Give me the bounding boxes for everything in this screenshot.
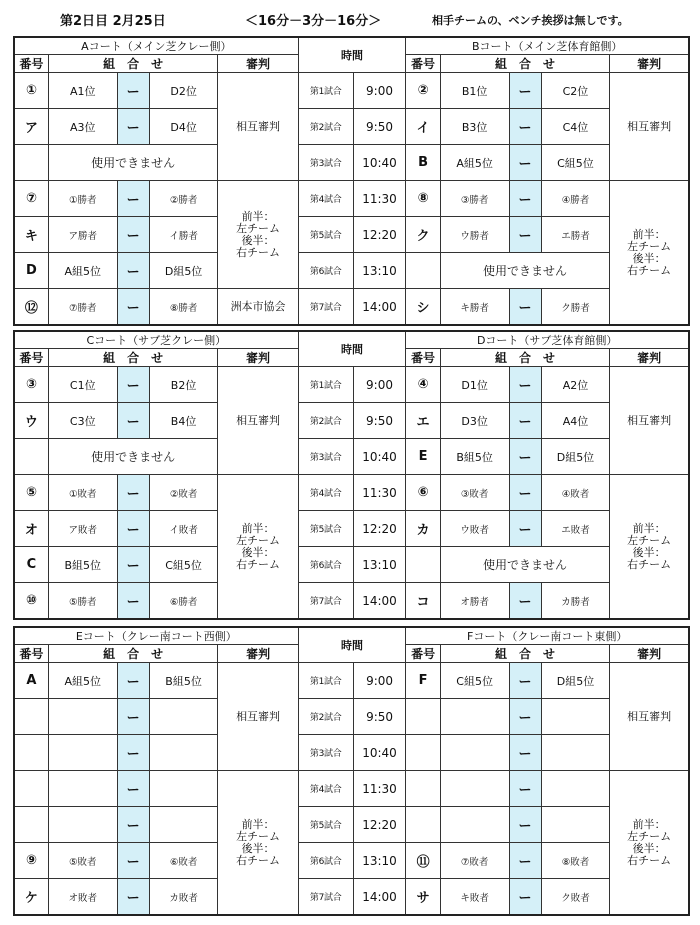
game-label: 第6試合 <box>298 253 353 289</box>
team-right: ク敗者 <box>541 879 610 916</box>
referee-header: 審判 <box>218 349 298 367</box>
vs-dash: ー <box>117 289 149 326</box>
match-number: ウ <box>14 403 48 439</box>
game-label: 第4試合 <box>298 475 353 511</box>
page-header <box>0 0 700 36</box>
vs-dash: ー <box>117 511 149 547</box>
team-right: A2位 <box>541 367 610 403</box>
match-number: ④ <box>406 367 440 403</box>
start-time: 9:00 <box>353 663 406 699</box>
team-right: C2位 <box>541 73 610 109</box>
match-row <box>14 439 689 475</box>
match-number: D <box>14 253 48 289</box>
match-row <box>14 583 689 620</box>
match-number: シ <box>406 289 440 326</box>
team-right: イ勝者 <box>149 217 218 253</box>
vs-dash: ー <box>117 699 149 735</box>
vs-dash: ー <box>509 109 541 145</box>
team-left: ア勝者 <box>48 217 117 253</box>
match-row <box>14 735 689 771</box>
right-referee-split <box>610 475 689 620</box>
team-right: カ勝者 <box>541 583 610 620</box>
vs-dash: ー <box>509 475 541 511</box>
right-court-title: Dコート（サブ芝体育館側） <box>406 331 689 349</box>
team-right: B2位 <box>149 367 218 403</box>
referee-line: 後半： <box>632 545 666 559</box>
team-left: ⑦勝者 <box>48 289 117 326</box>
team-left <box>48 735 117 771</box>
match-number: ⑦ <box>14 181 48 217</box>
unavailable-label: 使用できません <box>440 547 610 583</box>
vs-dash: ー <box>509 807 541 843</box>
team-right: ④勝者 <box>541 181 610 217</box>
vs-dash: ー <box>117 475 149 511</box>
team-right: D組5位 <box>149 253 218 289</box>
game-label: 第3試合 <box>298 439 353 475</box>
team-left <box>48 699 117 735</box>
vs-dash: ー <box>117 771 149 807</box>
match-number <box>406 547 440 583</box>
vs-dash: ー <box>509 403 541 439</box>
match-number: ③ <box>14 367 48 403</box>
no-header: 番号 <box>406 349 440 367</box>
start-time: 14:00 <box>353 583 406 620</box>
match-format: ＜16分－3分－16分＞ <box>245 14 382 29</box>
left-referee: 相互審判 <box>218 367 298 475</box>
match-number: B <box>406 145 440 181</box>
referee-line: 前半： <box>632 227 666 241</box>
referee-line: 右チーム <box>236 853 281 867</box>
team-left: ⑦敗者 <box>440 843 509 879</box>
unavailable-label: 使用できません <box>48 439 218 475</box>
match-row <box>14 289 689 326</box>
left-referee-split <box>218 771 298 916</box>
team-right: エ勝者 <box>541 217 610 253</box>
team-left: B組5位 <box>48 547 117 583</box>
referee-line: 前半： <box>241 817 275 831</box>
start-time: 13:10 <box>353 547 406 583</box>
match-row <box>14 511 689 547</box>
vs-dash: ー <box>509 663 541 699</box>
match-header: 組 合 せ <box>440 55 610 73</box>
left-court-title: Cコート（サブ芝クレー側） <box>14 331 298 349</box>
match-number <box>14 699 48 735</box>
team-left <box>440 735 509 771</box>
game-label: 第2試合 <box>298 109 353 145</box>
start-time: 9:50 <box>353 403 406 439</box>
left-referee-split <box>218 181 298 289</box>
left-referee-split <box>218 475 298 620</box>
game-label: 第6試合 <box>298 843 353 879</box>
match-number: サ <box>406 879 440 916</box>
right-referee: 相互審判 <box>610 367 689 475</box>
team-left: C3位 <box>48 403 117 439</box>
match-row <box>14 547 689 583</box>
game-label: 第2試合 <box>298 699 353 735</box>
game-label: 第7試合 <box>298 879 353 916</box>
team-right: ク勝者 <box>541 289 610 326</box>
team-left: C1位 <box>48 367 117 403</box>
vs-dash: ー <box>509 583 541 620</box>
match-header: 組 合 せ <box>440 349 610 367</box>
game-label: 第2試合 <box>298 403 353 439</box>
referee-line: 後半： <box>632 841 666 855</box>
vs-dash: ー <box>117 843 149 879</box>
team-left: オ勝者 <box>440 583 509 620</box>
team-right <box>149 771 218 807</box>
team-right: D4位 <box>149 109 218 145</box>
vs-dash: ー <box>509 699 541 735</box>
vs-dash: ー <box>509 439 541 475</box>
match-number: カ <box>406 511 440 547</box>
vs-dash: ー <box>509 145 541 181</box>
unavailable-label: 使用できません <box>440 253 610 289</box>
match-row <box>14 843 689 879</box>
referee-line: 後半： <box>632 251 666 265</box>
start-time: 9:00 <box>353 73 406 109</box>
time-header: 時間 <box>298 331 406 367</box>
vs-dash: ー <box>117 807 149 843</box>
match-row <box>14 367 689 403</box>
vs-dash: ー <box>509 843 541 879</box>
team-right: ⑧勝者 <box>149 289 218 326</box>
left-court-title: Aコート（メイン芝クレー側） <box>14 37 298 55</box>
team-right: イ敗者 <box>149 511 218 547</box>
start-time: 10:40 <box>353 439 406 475</box>
no-header: 番号 <box>14 645 48 663</box>
team-left: A組5位 <box>440 145 509 181</box>
team-left: キ勝者 <box>440 289 509 326</box>
team-left: ③勝者 <box>440 181 509 217</box>
team-right <box>541 699 610 735</box>
start-time: 11:30 <box>353 475 406 511</box>
vs-dash: ー <box>117 253 149 289</box>
match-header: 組 合 せ <box>440 645 610 663</box>
no-header: 番号 <box>406 645 440 663</box>
team-right: A4位 <box>541 403 610 439</box>
team-left: ①敗者 <box>48 475 117 511</box>
team-right: ②敗者 <box>149 475 218 511</box>
match-row <box>14 253 689 289</box>
match-number: エ <box>406 403 440 439</box>
start-time: 13:10 <box>353 253 406 289</box>
team-left: A3位 <box>48 109 117 145</box>
game-label: 第3試合 <box>298 735 353 771</box>
referee-line: 左チーム <box>627 533 672 547</box>
vs-dash: ー <box>509 217 541 253</box>
left-referee: 相互審判 <box>218 73 298 181</box>
game-label: 第7試合 <box>298 289 353 326</box>
team-left <box>48 771 117 807</box>
match-row <box>14 217 689 253</box>
game-label: 第7試合 <box>298 583 353 620</box>
referee-line: 右チーム <box>627 263 672 277</box>
referee-header: 審判 <box>610 349 689 367</box>
game-label: 第5試合 <box>298 807 353 843</box>
team-right: カ敗者 <box>149 879 218 916</box>
vs-dash: ー <box>509 735 541 771</box>
match-number <box>14 807 48 843</box>
referee-line: 後半： <box>241 841 275 855</box>
match-number: ク <box>406 217 440 253</box>
team-left: D3位 <box>440 403 509 439</box>
bench-note: 相手チームの、ベンチ挨拶は無しです。 <box>432 14 629 27</box>
team-right: C4位 <box>541 109 610 145</box>
team-right: ⑥敗者 <box>149 843 218 879</box>
game-label: 第1試合 <box>298 73 353 109</box>
match-number: A <box>14 663 48 699</box>
match-number: ⑥ <box>406 475 440 511</box>
no-header: 番号 <box>14 55 48 73</box>
match-number <box>14 145 48 181</box>
match-row <box>14 663 689 699</box>
team-right: B4位 <box>149 403 218 439</box>
referee-line: 前半： <box>632 521 666 535</box>
referee-line: 左チーム <box>236 829 281 843</box>
start-time: 11:30 <box>353 771 406 807</box>
vs-dash: ー <box>117 879 149 916</box>
team-left <box>48 807 117 843</box>
match-number: ⑫ <box>14 289 48 326</box>
vs-dash: ー <box>117 735 149 771</box>
team-left: B組5位 <box>440 439 509 475</box>
start-time: 10:40 <box>353 735 406 771</box>
match-number: ② <box>406 73 440 109</box>
referee-line: 前半： <box>241 209 275 223</box>
vs-dash: ー <box>117 109 149 145</box>
vs-dash: ー <box>509 771 541 807</box>
vs-dash: ー <box>117 547 149 583</box>
referee-line: 左チーム <box>236 533 281 547</box>
team-left: ③敗者 <box>440 475 509 511</box>
team-left <box>440 771 509 807</box>
team-right: D組5位 <box>541 439 610 475</box>
game-label: 第4試合 <box>298 771 353 807</box>
right-court-title: Bコート（メイン芝体育館側） <box>406 37 689 55</box>
team-left: B1位 <box>440 73 509 109</box>
game-label: 第1試合 <box>298 367 353 403</box>
match-number: C <box>14 547 48 583</box>
referee-line: 後半： <box>241 233 275 247</box>
left-referee: 相互審判 <box>218 663 298 771</box>
right-referee-split <box>610 181 689 326</box>
match-number: ⑩ <box>14 583 48 620</box>
team-left: B3位 <box>440 109 509 145</box>
game-label: 第4試合 <box>298 181 353 217</box>
left-court-title: Eコート（クレー南コート西側） <box>14 627 298 645</box>
start-time: 9:50 <box>353 699 406 735</box>
no-header: 番号 <box>406 55 440 73</box>
right-referee: 相互審判 <box>610 663 689 771</box>
referee-header: 審判 <box>610 645 689 663</box>
start-time: 14:00 <box>353 289 406 326</box>
game-label: 第6試合 <box>298 547 353 583</box>
start-time: 12:20 <box>353 217 406 253</box>
team-right <box>541 735 610 771</box>
team-left: ⑤敗者 <box>48 843 117 879</box>
team-left: ア敗者 <box>48 511 117 547</box>
referee-line: 右チーム <box>236 245 281 259</box>
team-left: ①勝者 <box>48 181 117 217</box>
right-referee: 相互審判 <box>610 73 689 181</box>
team-left: キ敗者 <box>440 879 509 916</box>
right-court-title: Fコート（クレー南コート東側） <box>406 627 689 645</box>
match-row <box>14 109 689 145</box>
time-header: 時間 <box>298 627 406 663</box>
match-number: ケ <box>14 879 48 916</box>
start-time: 12:20 <box>353 807 406 843</box>
no-header: 番号 <box>14 349 48 367</box>
referee-line: 左チーム <box>236 221 281 235</box>
team-left: A組5位 <box>48 253 117 289</box>
team-right: B組5位 <box>149 663 218 699</box>
team-right: ②勝者 <box>149 181 218 217</box>
start-time: 9:00 <box>353 367 406 403</box>
team-right <box>149 807 218 843</box>
court-schedule-table <box>13 626 690 916</box>
vs-dash: ー <box>117 181 149 217</box>
match-number: ⑧ <box>406 181 440 217</box>
team-left: ウ敗者 <box>440 511 509 547</box>
vs-dash: ー <box>117 663 149 699</box>
team-right: C組5位 <box>149 547 218 583</box>
court-schedule-table <box>13 36 690 326</box>
match-number: キ <box>14 217 48 253</box>
game-label: 第5試合 <box>298 511 353 547</box>
start-time: 9:50 <box>353 109 406 145</box>
referee-line: 前半： <box>241 521 275 535</box>
vs-dash: ー <box>509 289 541 326</box>
left-referee-assoc: 洲本市協会 <box>218 289 298 326</box>
match-row <box>14 771 689 807</box>
team-right: D組5位 <box>541 663 610 699</box>
start-time: 11:30 <box>353 181 406 217</box>
match-row <box>14 181 689 217</box>
match-number: ⑤ <box>14 475 48 511</box>
team-left <box>440 699 509 735</box>
unavailable-label: 使用できません <box>48 145 218 181</box>
match-number <box>14 771 48 807</box>
referee-line: 前半： <box>632 817 666 831</box>
match-number: オ <box>14 511 48 547</box>
vs-dash: ー <box>509 511 541 547</box>
vs-dash: ー <box>117 367 149 403</box>
match-row <box>14 807 689 843</box>
start-time: 14:00 <box>353 879 406 916</box>
vs-dash: ー <box>117 73 149 109</box>
team-right: C組5位 <box>541 145 610 181</box>
match-number <box>406 771 440 807</box>
team-left: オ敗者 <box>48 879 117 916</box>
match-number <box>406 735 440 771</box>
match-number <box>406 253 440 289</box>
referee-line: 後半： <box>241 545 275 559</box>
match-row <box>14 403 689 439</box>
referee-line: 右チーム <box>627 853 672 867</box>
referee-line: 左チーム <box>627 829 672 843</box>
team-right: D2位 <box>149 73 218 109</box>
match-row <box>14 145 689 181</box>
referee-header: 審判 <box>610 55 689 73</box>
team-right: エ敗者 <box>541 511 610 547</box>
match-number <box>406 699 440 735</box>
team-right: ④敗者 <box>541 475 610 511</box>
start-time: 13:10 <box>353 843 406 879</box>
vs-dash: ー <box>509 181 541 217</box>
game-label: 第1試合 <box>298 663 353 699</box>
match-number <box>14 735 48 771</box>
match-number <box>406 807 440 843</box>
vs-dash: ー <box>117 403 149 439</box>
referee-header: 審判 <box>218 645 298 663</box>
vs-dash: ー <box>509 73 541 109</box>
match-header: 組 合 せ <box>48 55 218 73</box>
match-row <box>14 475 689 511</box>
match-number: コ <box>406 583 440 620</box>
match-number <box>14 439 48 475</box>
team-left: ウ勝者 <box>440 217 509 253</box>
match-header: 組 合 せ <box>48 349 218 367</box>
team-right <box>149 699 218 735</box>
team-right <box>541 807 610 843</box>
match-number: イ <box>406 109 440 145</box>
game-label: 第3試合 <box>298 145 353 181</box>
court-schedule-table <box>13 330 690 620</box>
vs-dash: ー <box>117 583 149 620</box>
referee-line: 右チーム <box>236 557 281 571</box>
match-number: ア <box>14 109 48 145</box>
match-number: ① <box>14 73 48 109</box>
team-left <box>440 807 509 843</box>
match-row <box>14 699 689 735</box>
game-label: 第5試合 <box>298 217 353 253</box>
match-number: E <box>406 439 440 475</box>
match-row <box>14 73 689 109</box>
match-header: 組 合 せ <box>48 645 218 663</box>
referee-line: 左チーム <box>627 239 672 253</box>
team-left: C組5位 <box>440 663 509 699</box>
match-number: ⑨ <box>14 843 48 879</box>
team-right <box>541 771 610 807</box>
referee-header: 審判 <box>218 55 298 73</box>
start-time: 12:20 <box>353 511 406 547</box>
vs-dash: ー <box>509 367 541 403</box>
time-header: 時間 <box>298 37 406 73</box>
right-referee-split <box>610 771 689 916</box>
team-right <box>149 735 218 771</box>
match-number: F <box>406 663 440 699</box>
team-left: D1位 <box>440 367 509 403</box>
vs-dash: ー <box>509 879 541 916</box>
team-left: ⑤勝者 <box>48 583 117 620</box>
team-right: ⑥勝者 <box>149 583 218 620</box>
match-number: ⑪ <box>406 843 440 879</box>
day-date: 第2日目 2月25日 <box>60 14 166 29</box>
start-time: 10:40 <box>353 145 406 181</box>
team-right: ⑧敗者 <box>541 843 610 879</box>
vs-dash: ー <box>117 217 149 253</box>
referee-line: 右チーム <box>627 557 672 571</box>
team-left: A組5位 <box>48 663 117 699</box>
match-row <box>14 879 689 916</box>
team-left: A1位 <box>48 73 117 109</box>
